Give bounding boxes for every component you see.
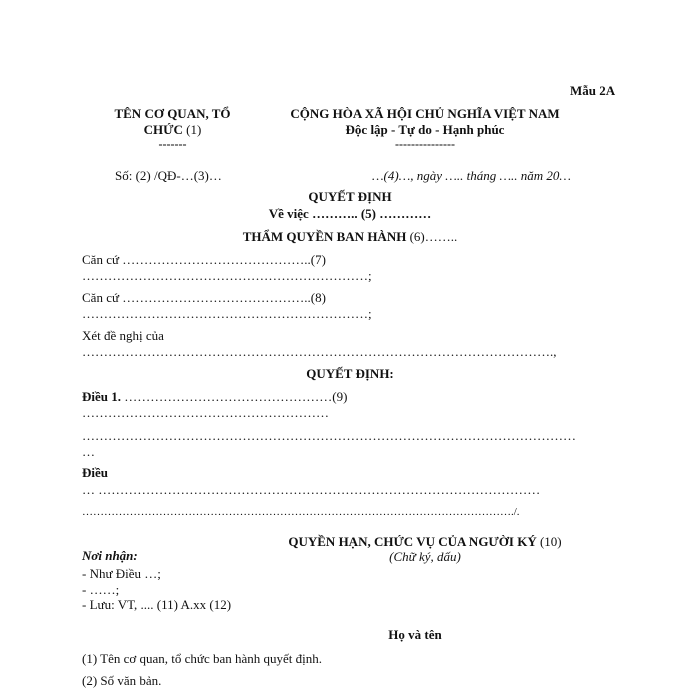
article-label: Điều xyxy=(82,465,108,480)
article-1-label: Điều 1. xyxy=(82,389,121,404)
recipient-item: - Lưu: VT, .... (11) A.xx (12) xyxy=(82,597,232,612)
recipient-item: - ……; xyxy=(82,582,120,597)
article-1-dots: …………………………………………(9) xyxy=(124,389,348,404)
article-line-2: ………………………………………………………………………………………………………./. xyxy=(82,506,520,518)
motto: Độc lập - Tự do - Hạnh phúc xyxy=(345,122,505,137)
agency-note: (1) xyxy=(186,122,202,137)
recipients-label: Nơi nhận: xyxy=(82,548,138,563)
form-code: Mẫu 2A xyxy=(570,83,616,98)
basis-line-2: Căn cứ ……………………………………..(8) xyxy=(82,290,326,305)
proposal-dots: ………………………………………………………………………………………………., xyxy=(82,344,557,359)
document-number: Số: (2) /QĐ-…(3)… xyxy=(115,168,222,183)
article-1-line xyxy=(82,389,347,405)
issuing-authority-title: THẨM QUYỀN BAN HÀNH xyxy=(242,229,407,244)
basis-line-1-continuation: …………………………………………………………; xyxy=(82,268,372,283)
signer-name: Họ và tên xyxy=(388,627,442,642)
country-name: CỘNG HÒA XÃ HỘI CHỦ NGHĨA VIỆT NAM xyxy=(290,106,560,121)
recipient-item: - Như Điều …; xyxy=(82,566,161,581)
article-1-line-4: … xyxy=(82,444,95,459)
agency-name-line1: TÊN CƠ QUAN, TỔ xyxy=(114,106,231,121)
motto-dashes: --------------- xyxy=(395,137,455,151)
document-date: …(4)…, ngày ….. tháng ….. năm 20… xyxy=(372,168,571,183)
decision-subject: Về việc ……….. (5) ………… xyxy=(268,206,432,221)
agency-dashes: ------- xyxy=(158,137,187,151)
signer-title-line xyxy=(260,534,590,550)
signer-title: QUYỀN HẠN, CHỨC VỤ CỦA NGƯỜI KÝ xyxy=(288,534,537,549)
article-1-line-3: …………………………………………………………………………………………………… xyxy=(82,428,576,443)
signer-note: (10) xyxy=(539,534,562,549)
issuing-authority xyxy=(0,229,700,245)
decision-title: QUYẾT ĐỊNH xyxy=(308,189,392,204)
issuing-authority-note: (6)…….. xyxy=(409,229,458,244)
agency-name-chuc: CHỨC xyxy=(143,122,183,137)
signature-hint: (Chữ ký, dấu) xyxy=(389,549,461,564)
note-item: (1) Tên cơ quan, tổ chức ban hành quyết định. xyxy=(82,651,323,666)
article-1-line-2: ………………………………………………… xyxy=(82,405,329,420)
decide-heading: QUYẾT ĐỊNH: xyxy=(306,366,394,381)
note-item: (2) Số văn bản. xyxy=(82,673,162,688)
agency-name-line2 xyxy=(95,122,250,138)
basis-line-1: Căn cứ ……………………………………..(7) xyxy=(82,252,326,267)
proposal-label: Xét đề nghị của xyxy=(82,328,164,343)
basis-line-2-continuation: …………………………………………………………; xyxy=(82,306,372,321)
article-line-1: … ………………………………………………………………………………………… xyxy=(82,482,541,497)
